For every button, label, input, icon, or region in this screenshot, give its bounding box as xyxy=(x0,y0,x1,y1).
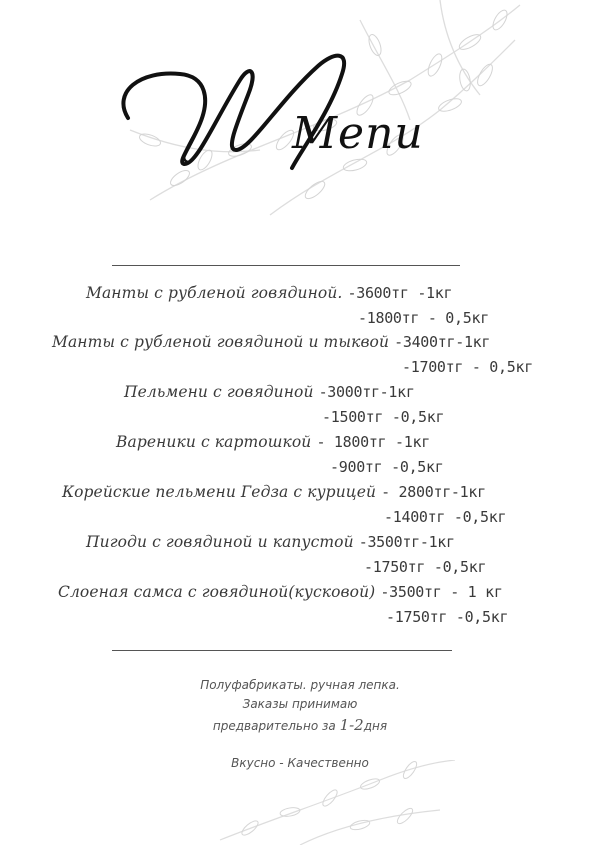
menu-item-price-half: -900тг -0,5кг xyxy=(330,458,444,476)
leaves-decoration-bottom xyxy=(210,760,460,845)
menu-title-script xyxy=(0,0,600,240)
note-advance-prefix: предварительно за xyxy=(212,719,340,733)
menu-item-half xyxy=(364,558,486,576)
menu-item-half xyxy=(322,408,444,426)
menu-item-name: Корейские пельмени Гедза с курицей xyxy=(62,483,377,501)
menu-item-price-kg: -3000тг-1кг xyxy=(318,383,415,401)
menu-item-half xyxy=(358,309,489,327)
menu-item-name: Манты с рубленой говядиной. xyxy=(86,284,343,302)
menu-item-price-half: -1700тг - 0,5кг xyxy=(402,358,533,376)
menu-item-name: Вареники с картошкой xyxy=(116,433,312,451)
menu-item-name: Слоеная самса с говядиной(кусковой) xyxy=(58,583,376,601)
divider-bottom xyxy=(112,650,452,651)
note-advance-suffix: дня xyxy=(363,719,388,733)
menu-item-half xyxy=(386,608,508,626)
menu-title-text: Menu xyxy=(292,108,424,159)
note-days: 1-2 xyxy=(339,716,364,734)
menu-item xyxy=(58,583,503,601)
menu-item-name: Манты с рубленой говядиной и тыквой xyxy=(52,333,390,351)
menu-item xyxy=(86,284,452,302)
menu-item-price-half: -1500тг -0,5кг xyxy=(322,408,445,426)
tagline: Вкусно - Качественно xyxy=(231,756,369,770)
menu-item xyxy=(52,333,490,351)
menu-item-half xyxy=(384,508,506,526)
menu-item-price-kg: - 2800тг-1кг xyxy=(381,483,486,501)
menu-item-name: Пигоди с говядиной и капустой xyxy=(86,533,354,551)
menu-item-price-kg: -3500тг - 1 кг xyxy=(380,583,503,601)
menu-item-price-half: -1750тг -0,5кг xyxy=(364,558,487,576)
menu-title xyxy=(0,0,600,240)
menu-item-price-kg: - 1800тг -1кг xyxy=(316,433,430,451)
menu-item-half xyxy=(402,358,533,376)
menu-item xyxy=(116,433,430,451)
note-orders: Заказы принимаю xyxy=(242,697,358,711)
menu-item xyxy=(86,533,455,551)
menu-item-price-half: -1800тг - 0,5кг xyxy=(358,309,489,327)
menu-item xyxy=(62,483,486,501)
menu-item-price-kg: -3400тг-1кг xyxy=(394,333,491,351)
menu-item-name: Пельмени с говядиной xyxy=(124,383,314,401)
menu-item-price-kg: -3600тг -1кг xyxy=(347,284,453,302)
divider-top xyxy=(112,265,460,266)
menu-item-price-kg: -3500тг-1кг xyxy=(358,533,455,551)
menu-item-half xyxy=(330,458,444,476)
note-semi-finished: Полуфабрикаты. ручная лепка. xyxy=(200,678,400,692)
note-advance xyxy=(0,716,600,734)
menu-item-price-half: -1400тг -0,5кг xyxy=(384,508,507,526)
menu-item-price-half: -1750тг -0,5кг xyxy=(386,608,509,626)
menu-item xyxy=(124,383,415,401)
